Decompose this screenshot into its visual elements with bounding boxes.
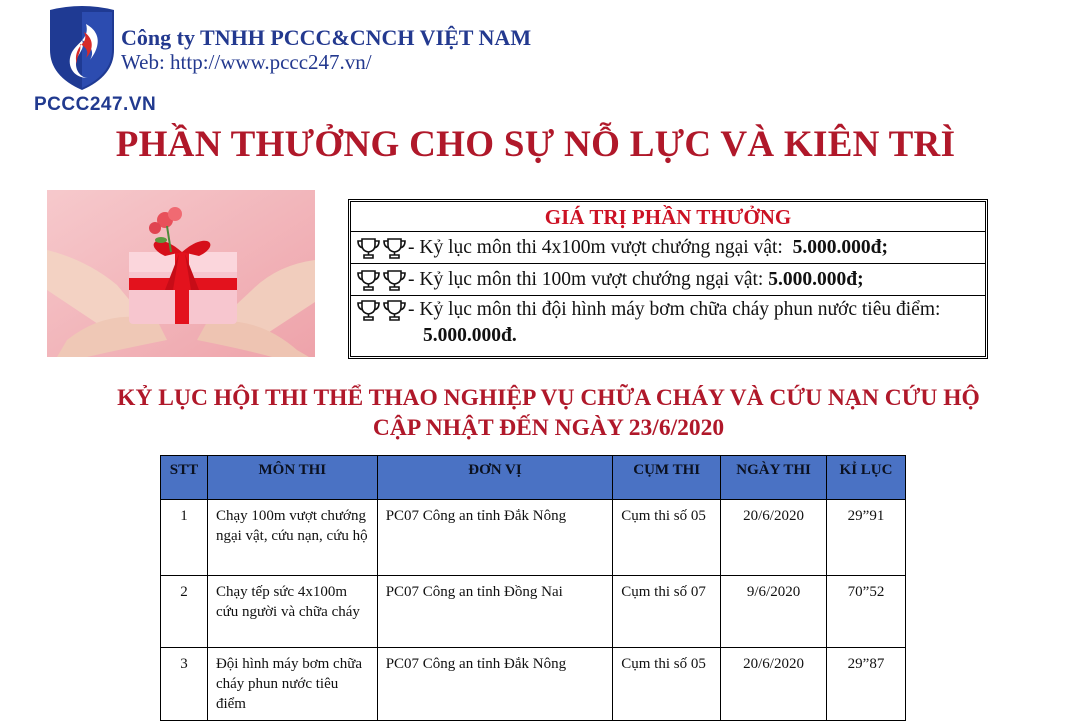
cell-unit: PC07 Công an tỉnh Đắk Nông [377,500,613,576]
logo-text: PCCC247.VN [34,94,157,115]
company-website[interactable]: Web: http://www.pccc247.vn/ [121,50,372,74]
reward-item-text: - Kỷ lục môn thi 100m vượt chướng ngại vật: [408,268,764,290]
cell-record: 70”52 [827,576,906,648]
cell-date: 9/6/2020 [721,576,827,648]
reward-item [351,232,985,264]
cell-event: Chạy 100m vượt chướng ngại vật, cứu nạn, cứu hộ [207,500,377,576]
cell-stt: 3 [161,648,208,721]
trophy-icon [357,299,380,321]
column-header: CỤM THI [613,456,721,500]
records-table [160,455,906,721]
gift-photo [47,190,315,357]
company-name: Công ty TNHH PCCC&CNCH VIỆT NAM [121,25,532,50]
page-title: PHẦN THƯỞNG CHO SỰ NỖ LỰC VÀ KIÊN TRÌ [115,124,956,165]
reward-item-amount: 5.000.000đ. [423,325,517,346]
column-header: MÔN THI [207,456,377,500]
column-header: ĐƠN VỊ [377,456,613,500]
trophy-icon [383,299,406,321]
cell-record: 29”91 [827,500,906,576]
column-header: KỈ LỤC [827,456,906,500]
cell-stt: 2 [161,576,208,648]
cell-event: Đội hình máy bơm chữa cháy phun nước tiêu điểm [207,648,377,721]
cell-unit: PC07 Công an tỉnh Đồng Nai [377,576,613,648]
column-header: NGÀY THI [721,456,827,500]
trophy-icon [383,237,406,259]
records-subtitle: CẬP NHẬT ĐẾN NGÀY 23/6/2020 [372,415,725,441]
cell-record: 29”87 [827,648,906,721]
table-header-row [161,456,906,500]
reward-item-text: - Kỷ lục môn thi 4x100m vượt chướng ngại vật: [408,236,783,258]
cell-stt: 1 [161,500,208,576]
table-row [161,576,906,648]
trophy-icon [357,269,380,291]
cell-cluster: Cụm thi số 05 [613,648,721,721]
reward-item [351,264,985,296]
trophy-icon [357,237,380,259]
table-row [161,500,906,576]
cell-date: 20/6/2020 [721,500,827,576]
reward-item-amount: 5.000.000đ; [792,236,888,258]
reward-item-text: - Kỷ lục môn thi đội hình máy bơm chữa cháy phun nước tiêu điểm: [408,299,941,320]
cell-date: 20/6/2020 [721,648,827,721]
column-header: STT [161,456,208,500]
reward-value-box [348,199,988,359]
records-title: KỶ LỤC HỘI THI THỂ THAO NGHIỆP VỤ CHỮA CHÁY VÀ CỨU NẠN CỨU HỘ [117,385,980,411]
table-row [161,648,906,721]
reward-title: GIÁ TRỊ PHẦN THƯỞNG [351,202,985,232]
cell-unit: PC07 Công an tỉnh Đắk Nông [377,648,613,721]
cell-event: Chạy tếp sức 4x100m cứu người và chữa cháy [207,576,377,648]
shield-flame-logo-icon [46,4,118,92]
trophy-icon [383,269,406,291]
reward-item [351,296,985,347]
cell-cluster: Cụm thi số 07 [613,576,721,648]
cell-cluster: Cụm thi số 05 [613,500,721,576]
reward-item-amount: 5.000.000đ; [768,268,864,290]
